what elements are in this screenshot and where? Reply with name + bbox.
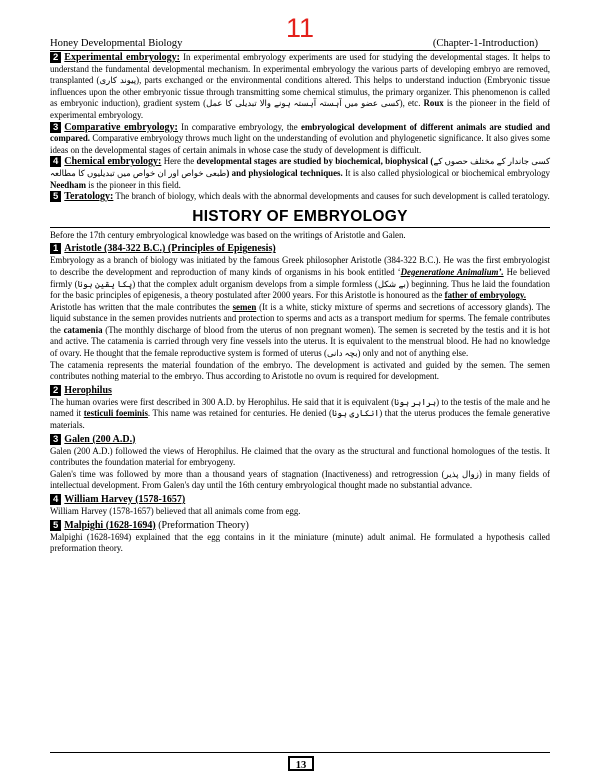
heading-malpighi: 5 Malpighi (1628-1694) (Preformation Theory) <box>50 519 550 532</box>
history-title: HISTORY OF EMBRYOLOGY <box>192 207 408 225</box>
urdu-gloss: کسی جاندار کے مختلف حصوں کے طبعی خواص اور ان خواص میں تبدیلیوں کا مطالعہ <box>50 156 551 178</box>
section-comparative-embryology: 3 Comparative embryology: In comparative embryology, the embryological development of different animals are studied and compared. Comparative embryology throws much light on the understanding of evolution and phylogenetic significance. It also gives some ideas on the developmental stages of certain animals in whose case the study of development is difficult. <box>50 121 551 155</box>
heading-herophilus: 2 Herophilus <box>50 384 550 397</box>
section-number-badge: 3 <box>50 434 61 445</box>
urdu-gloss: بچہ دانی <box>326 348 358 359</box>
heading-galen: 3 Galen (200 A.D.) <box>50 433 550 446</box>
section-number-badge: 5 <box>50 191 61 202</box>
header-book-title: Honey Developmental Biology <box>50 38 183 49</box>
urdu-gloss: زوال پذیر <box>444 468 479 479</box>
malpighi-paragraph: Malpighi (1628-1694) explained that the egg contains in it the miniature (minute) adult animal. He formulated a hypothesis called preformation theory. <box>50 531 550 554</box>
section-number-badge: 5 <box>50 520 61 531</box>
section-experimental-embryology: 2 Experimental embryology: In experimental embryology experiments are used for studying the developmental stages. It helps to understand the fundamental developmental mechanism. In experimental embryology the various parts of developing embryo are removed, transplanted (پیوند کاری), parts exchanged or the environmental conditions altered. This helps to understand induction (Embryonic tissue influences upon the other embryonic tissue through transmitting some chemical stimulus, the primary organizer. This phenomenon is called as embryonic induction), gradient system (کسی عضو میں آہستہ آہستہ ہونے والا تبدیلی کا عمل), etc. Roux is the pioneer in the field of experimental embryology. <box>50 52 551 120</box>
title-rule <box>50 227 550 228</box>
aristotle-paragraph-1: Embryology as a branch of biology was initiated by the famous Greek philosopher Aristotle (384-322 B.C.). He was the first embryologist to describe the development and reproduction of many kinds of organisms in his book entitled ‘Degeneratione Animalium’. He believed firmly (پکا یقین ہونا) that the complex adult organism develops from a simple formless (بے شکل) beginning. Thus he laid the foundation for the basic principles of epigenesis, a theory postulated after 2000 years. For this Aristotle is honoured as the father of embryology. <box>50 255 550 301</box>
aristotle-paragraph-2: Aristotle has written that the male contributes the semen (It is a white, sticky mixture of sperms and secretions of accessory glands). The liquid substance in the semen provides nutrients and protection to sperms and acts as a transport medium for sperms. The female contributes the catamenia (The monthly discharge of blood from the uterus of non pregnant women). The semen is secreted by the testis and it is hot and active. The catamenia is carried through very fine vessels into the uterus. It is equivalent to the menstrual blood. He had no knowledge of ovary. He thought that the female reproductive system is formed of uterus (بچہ دانی) only and not of anything else. <box>50 301 551 359</box>
urdu-gloss: پکا یقین ہونا <box>77 278 133 289</box>
section-number-badge: 1 <box>50 243 61 254</box>
header-chapter: (Chapter-1-Introduction) <box>432 38 538 49</box>
section-number-badge: 4 <box>50 156 61 167</box>
footer-rule <box>50 752 550 753</box>
herophilus-paragraph: The human ovaries were first described in 300 A.D. by Herophilus. He said that it is equivalent (برابر ہونا) to the testis of the male and he named it testiculi foeminis. This name was retained for centuries. He denied (انکاری ہونا) that the uterus produces the female generative materials. <box>50 396 550 431</box>
urdu-gloss: پیوند کاری <box>99 75 137 86</box>
aristotle-paragraph-3: The catamenia represents the material foundation of the embryo. The development is activated and guided by the semen. The semen contributes nothing material to the embryo. Thus according to Aristotle no ovum is required for development. <box>50 359 550 382</box>
chapter-number: 11 <box>285 13 315 43</box>
galen-paragraph-2: Galen's time was followed by more than a thousand years of stagnation (Inactiveness) and retrogression (زوال پذیر) in many fields of intellectual development. From Galen's day until the 16th century embryological thought made no substantial advance. <box>50 468 551 491</box>
section-teratology: 5 Teratology: The branch of biology, which deals with the abnormal developments and causes for such development is called teratology. <box>50 191 550 203</box>
section-number-badge: 4 <box>50 494 61 505</box>
section-term: Chemical embryology: <box>64 156 162 168</box>
section-term: Comparative embryology: <box>64 121 178 133</box>
galen-paragraph-1: Galen (200 A.D.) followed the views of Herophilus. He claimed that the ovary as the structural and functional homologues of the testis. It contributes the foundation material for embryogeny. <box>50 445 550 468</box>
page-number: 13 <box>288 756 314 771</box>
section-number-badge: 3 <box>50 122 61 133</box>
section-term: Teratology: <box>64 191 114 203</box>
section-number-badge: 2 <box>50 385 61 396</box>
header-rule <box>50 50 550 51</box>
harvey-paragraph: William Harvey (1578-1657) believed that all animals come from egg. <box>50 506 301 516</box>
heading-harvey: 4 William Harvey (1578-1657) <box>50 493 550 506</box>
urdu-gloss: برابر ہونا <box>394 396 437 407</box>
section-chemical-embryology: 4 Chemical embryology: Here the developmental stages are studied by biochemical, biophysical (کسی جاندار کے مختلف حصوں کے طبعی خواص اور ان خواص میں تبدیلیوں کا مطالعہ) and physiological techniques. It is also called physiological or biochemical embryology Needham is the pioneer in this field. <box>50 156 551 190</box>
urdu-gloss: بے شکل <box>377 278 406 289</box>
heading-aristotle: 1 Aristotle (384-322 B.C.) (Principles of Epigenesis) <box>50 242 550 255</box>
section-number-badge: 2 <box>50 52 61 63</box>
page-body <box>50 52 550 555</box>
book-title: Degeneratione Animalium’. <box>400 266 504 277</box>
urdu-gloss: انکاری ہونا <box>331 408 380 419</box>
urdu-gloss: کسی عضو میں آہستہ آہستہ ہونے والا تبدیلی کا عمل <box>206 98 400 109</box>
history-intro: Before the 17th century embryological knowledge was based on the writings of Aristotle and Galen. <box>50 229 406 240</box>
section-term: Experimental embryology: <box>64 52 180 63</box>
